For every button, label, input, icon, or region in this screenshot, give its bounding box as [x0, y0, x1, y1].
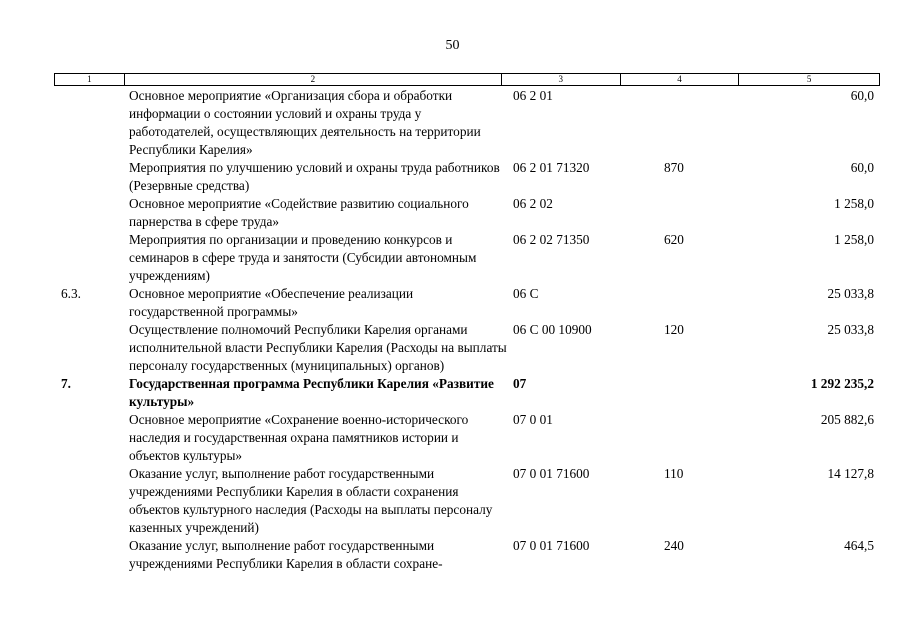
table-row: [54, 87, 880, 159]
row-sum: 1 292 235,2: [810, 376, 874, 391]
row-name: Основное мероприятие «Организация сбора и обработки информации о состоянии условий и охраны труда у работодателей, осуществляющих деятельность на территории Республики Карелия»: [129, 88, 481, 157]
row-name: Оказание услуг, выполнение работ государственными учреждениями Республики Карелия в области сохранения объектов культурного наследия (Расходы на выплаты персоналу казенных учреждений): [129, 466, 493, 535]
table-row: [54, 537, 880, 573]
table-row: [54, 195, 880, 231]
row-expense-type: 110: [664, 466, 684, 481]
budget-table-body: [54, 87, 880, 573]
row-number: 6.3.: [61, 286, 81, 301]
row-name: Основное мероприятие «Содействие развитию социального парнерства в сфере труда»: [129, 196, 469, 229]
table-header-col-2: 2: [125, 74, 502, 85]
row-expense-type: 870: [664, 160, 684, 175]
row-name: Оказание услуг, выполнение работ государственными учреждениями Республики Карелия в области сохране-: [129, 538, 443, 571]
row-code: 06 2 01 71320: [513, 160, 590, 175]
table-row-program: [54, 375, 880, 411]
row-name: Основное мероприятие «Обеспечение реализации государственной программы»: [129, 286, 414, 319]
row-number: 7.: [61, 376, 71, 391]
row-code: 06 С: [513, 286, 539, 301]
row-expense-type: 240: [664, 538, 684, 553]
row-sum: 60,0: [850, 160, 874, 175]
table-row: [54, 285, 880, 321]
row-code: 07 0 01 71600: [513, 538, 590, 553]
table-row: [54, 411, 880, 465]
table-header-row: [54, 73, 880, 86]
row-name: Основное мероприятие «Сохранение военно-исторического наследия и государственная охрана памятников истории и объектов культуры»: [129, 412, 469, 463]
table-row: [54, 321, 880, 375]
table-row: [54, 465, 880, 537]
row-expense-type: 120: [664, 322, 684, 337]
table-header-col-1: 1: [55, 74, 125, 85]
row-sum: 1 258,0: [834, 232, 874, 247]
row-code: 06 2 02 71350: [513, 232, 590, 247]
row-code: 07: [513, 376, 527, 391]
row-name: Осуществление полномочий Республики Карелия органами исполнительной власти Республики Карелия (Расходы на выплаты персоналу государственных (муниципальных) органов): [129, 322, 507, 373]
row-name: Мероприятия по улучшению условий и охраны труда работников (Резервные средства): [129, 160, 500, 193]
table-row: [54, 159, 880, 195]
row-sum: 1 258,0: [834, 196, 874, 211]
row-sum: 14 127,8: [827, 466, 874, 481]
row-sum: 464,5: [844, 538, 874, 553]
row-sum: 205 882,6: [820, 412, 874, 427]
table-header-col-5: 5: [806, 74, 812, 84]
row-name: Государственная программа Республики Карелия «Развитие культуры»: [129, 376, 494, 409]
row-code: 07 0 01: [513, 412, 553, 427]
row-name: Мероприятия по организации и проведению конкурсов и семинаров в сфере труда и занятости (Субсидии автономным учреждениям): [129, 232, 477, 283]
row-sum: 60,0: [850, 88, 874, 103]
row-code: 06 2 01: [513, 88, 553, 103]
row-code: 07 0 01 71600: [513, 466, 590, 481]
row-sum: 25 033,8: [827, 286, 874, 301]
page-number: 50: [445, 38, 460, 53]
row-code: 06 С 00 10900: [513, 322, 592, 337]
table-row: [54, 231, 880, 285]
row-expense-type: 620: [664, 232, 684, 247]
row-sum: 25 033,8: [827, 322, 874, 337]
table-header-col-3: 3: [502, 74, 621, 85]
row-code: 06 2 02: [513, 196, 553, 211]
table-header-col-4: 4: [621, 74, 740, 85]
